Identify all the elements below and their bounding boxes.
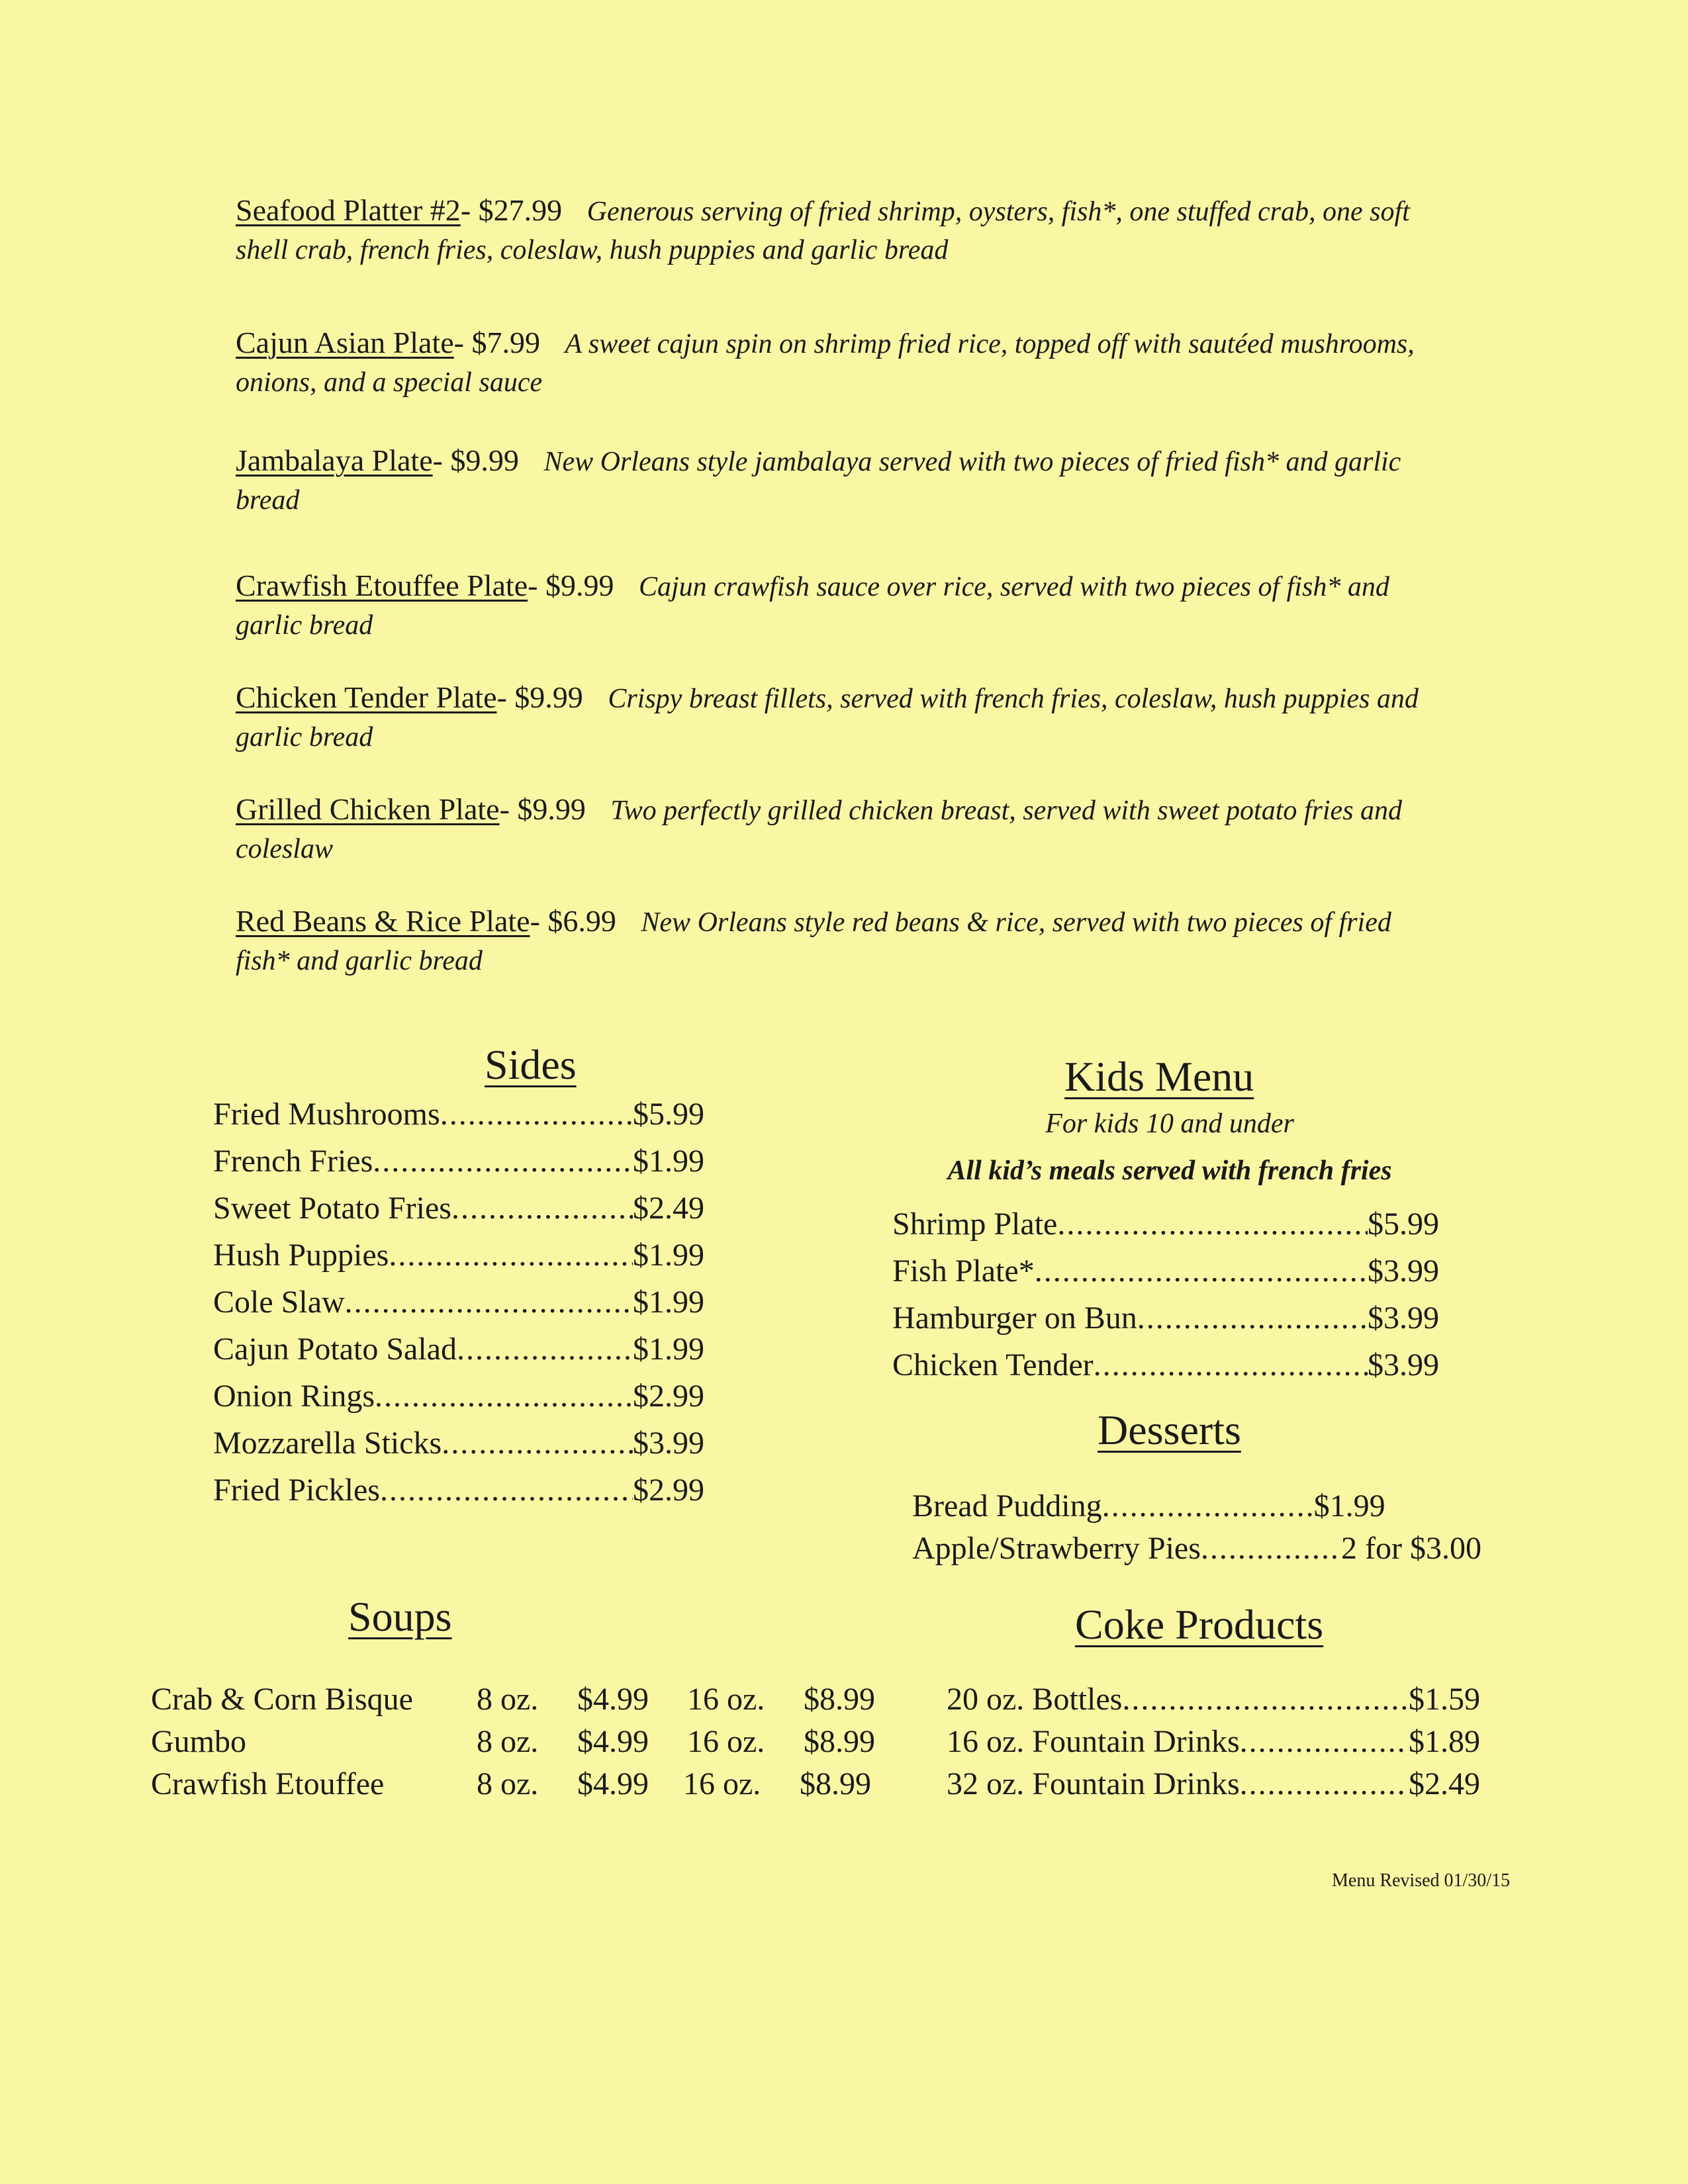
item-price: $1.89 [1409, 1724, 1480, 1759]
list-item [892, 1300, 1439, 1347]
plate-item [236, 791, 1447, 868]
soup-name: Gumbo [151, 1724, 246, 1759]
item-price: $2.49 [1409, 1766, 1480, 1801]
plate-item [236, 324, 1447, 401]
plate-description: Two perfectly grilled chicken breast, served with sweet potato fries and coleslaw [236, 796, 1403, 864]
plate-price: - $9.99 [496, 680, 583, 714]
list-item [213, 1096, 704, 1143]
plate-price: - $9.99 [432, 443, 519, 477]
item-name: Shrimp Plate [892, 1206, 1058, 1242]
table-row [151, 1723, 912, 1766]
list-item [213, 1143, 704, 1190]
item-name: Fish Plate* [892, 1253, 1035, 1289]
item-price: $3.99 [1368, 1300, 1439, 1336]
item-price: $1.99 [1313, 1488, 1385, 1524]
kids-fries-note: All kid’s meals served with french fries [947, 1156, 1392, 1186]
item-name: 20 oz. Bottles [947, 1682, 1123, 1717]
list-item [213, 1425, 704, 1472]
item-name: Hush Puppies [213, 1238, 389, 1273]
plate-name: Crawfish Etouffee Plate [236, 569, 528, 602]
item-name: Apple/Strawberry Pies [912, 1531, 1201, 1566]
list-item [912, 1488, 1481, 1530]
leader-dots [373, 1143, 633, 1179]
table-row [151, 1766, 912, 1808]
leader-dots [1035, 1253, 1368, 1289]
item-name: Sweet Potato Fries [213, 1191, 451, 1226]
soup-large-size: 16 oz. [687, 1724, 765, 1759]
item-price: $2.99 [633, 1379, 704, 1414]
item-name: Bread Pudding [912, 1488, 1102, 1524]
item-price: $2.49 [633, 1191, 704, 1226]
soup-small-price: $4.99 [577, 1724, 649, 1759]
leader-dots [457, 1331, 633, 1367]
list-item [213, 1190, 704, 1237]
plate-name: Chicken Tender Plate [236, 680, 497, 714]
leader-dots [442, 1425, 633, 1461]
list-item [947, 1723, 1480, 1766]
item-price: $3.99 [633, 1426, 704, 1461]
plate-price: - $6.99 [530, 904, 616, 938]
plate-price: - $27.99 [460, 193, 563, 227]
list-item [947, 1681, 1480, 1723]
desserts-list [912, 1488, 1481, 1572]
soup-large-price: $8.99 [804, 1724, 875, 1759]
revision-date: Menu Revised 01/30/15 [1332, 1870, 1511, 1891]
item-price: $3.99 [1368, 1347, 1439, 1383]
leader-dots [1122, 1681, 1409, 1717]
soup-large-price: $8.99 [804, 1682, 875, 1717]
plate-price: - $7.99 [453, 326, 540, 359]
plate-name: Grilled Chicken Plate [236, 792, 500, 826]
item-name: Cole Slaw [213, 1285, 345, 1320]
plate-price: - $9.99 [528, 569, 614, 602]
item-name: Hamburger on Bun [892, 1300, 1137, 1336]
list-item [213, 1378, 704, 1425]
plate-description: A sweet cajun spin on shrimp fried rice, topped off with sautéed mushrooms, onions, and a special sauce [236, 329, 1415, 398]
item-price: 2 for $3.00 [1341, 1531, 1481, 1566]
item-name: Fried Pickles [213, 1473, 380, 1508]
desserts-heading: Desserts [1098, 1406, 1241, 1453]
leader-dots [389, 1237, 633, 1273]
plate-name: Red Beans & Rice Plate [236, 904, 530, 938]
soup-small-size: 8 oz. [477, 1682, 539, 1717]
soups-table [151, 1681, 912, 1808]
leader-dots [345, 1284, 633, 1320]
list-item [213, 1472, 704, 1519]
item-price: $3.99 [1368, 1253, 1439, 1289]
plate-item [236, 442, 1447, 519]
leader-dots [1137, 1300, 1368, 1336]
item-name: Onion Rings [213, 1379, 375, 1414]
plate-description: New Orleans style red beans & rice, served with two pieces of fried fish* and garlic bread [236, 907, 1391, 976]
sides-heading: Sides [485, 1041, 577, 1088]
kids-menu-heading: Kids Menu [1064, 1053, 1254, 1100]
item-name: Chicken Tender [892, 1347, 1094, 1383]
soup-large-size: 16 oz. [687, 1682, 765, 1717]
plate-item [236, 192, 1447, 269]
item-price: $5.99 [633, 1097, 704, 1132]
item-name: French Fries [213, 1144, 373, 1179]
leader-dots [1102, 1488, 1314, 1524]
sides-list [213, 1096, 704, 1519]
leader-dots [451, 1190, 633, 1226]
table-row [151, 1681, 912, 1723]
leader-dots [1094, 1347, 1368, 1383]
item-price: $2.99 [633, 1473, 704, 1508]
list-item [947, 1766, 1480, 1808]
soup-small-price: $4.99 [577, 1682, 649, 1717]
coke-list [947, 1681, 1480, 1808]
leader-dots [1201, 1530, 1341, 1567]
leader-dots [1240, 1766, 1409, 1802]
item-price: $1.99 [633, 1332, 704, 1367]
soup-large-price: $8.99 [800, 1766, 871, 1801]
item-name: Fried Mushrooms [213, 1097, 440, 1132]
item-price: $1.99 [633, 1144, 704, 1179]
soup-name: Crab & Corn Bisque [151, 1682, 413, 1717]
kids-list [892, 1206, 1439, 1394]
soup-small-size: 8 oz. [477, 1724, 539, 1759]
soup-name: Crawfish Etouffee [151, 1766, 385, 1801]
plate-description: Generous serving of fried shrimp, oysters, fish*, one stuffed crab, one soft shell crab, french fries, coleslaw, hush puppies and garlic bread [236, 197, 1410, 265]
coke-products-heading: Coke Products [1075, 1601, 1324, 1648]
plate-name: Cajun Asian Plate [236, 326, 454, 359]
leader-dots [380, 1472, 633, 1508]
leader-dots [375, 1378, 633, 1414]
plate-name: Seafood Platter #2 [236, 193, 461, 227]
item-price: $5.99 [1368, 1206, 1439, 1242]
item-price: $1.59 [1409, 1682, 1480, 1717]
plate-item [236, 679, 1447, 756]
item-name: Cajun Potato Salad [213, 1332, 457, 1367]
plate-description: Cajun crawfish sauce over rice, served with two pieces of fish* and garlic bread [236, 572, 1389, 641]
item-name: 32 oz. Fountain Drinks [947, 1766, 1240, 1801]
item-price: $1.99 [633, 1238, 704, 1273]
leader-dots [440, 1096, 633, 1132]
list-item [892, 1206, 1439, 1253]
soups-heading: Soups [348, 1593, 452, 1640]
leader-dots [1057, 1206, 1368, 1242]
plate-name: Jambalaya Plate [236, 443, 433, 477]
list-item [892, 1253, 1439, 1300]
plate-description: Crispy breast fillets, served with french fries, coleslaw, hush puppies and garlic bread [236, 684, 1419, 752]
plate-item [236, 567, 1447, 644]
plate-description: New Orleans style jambalaya served with two pieces of fried fish* and garlic bread [236, 447, 1401, 516]
item-name: 16 oz. Fountain Drinks [947, 1724, 1240, 1759]
soup-small-size: 8 oz. [477, 1766, 539, 1801]
list-item [912, 1530, 1481, 1572]
item-price: $1.99 [633, 1285, 704, 1320]
list-item [892, 1347, 1439, 1394]
soup-small-price: $4.99 [577, 1766, 649, 1801]
kids-age-note: For kids 10 and under [1045, 1109, 1294, 1139]
list-item [213, 1237, 704, 1284]
list-item [213, 1284, 704, 1331]
item-name: Mozzarella Sticks [213, 1426, 442, 1461]
plate-item [236, 903, 1447, 979]
plate-price: - $9.99 [499, 792, 586, 826]
list-item [213, 1331, 704, 1378]
soup-large-size: 16 oz. [683, 1766, 761, 1801]
leader-dots [1240, 1723, 1409, 1760]
